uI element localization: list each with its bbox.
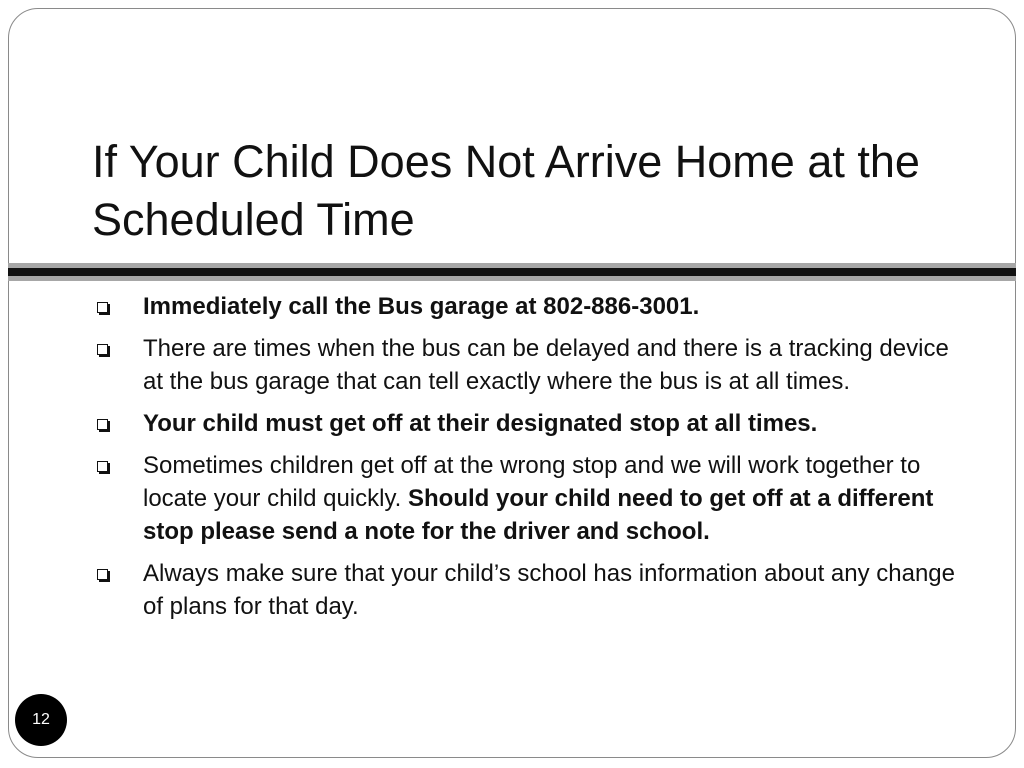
bullet-item-school-information [95, 557, 965, 623]
square-bullet-icon [97, 569, 108, 580]
bullet-list [95, 290, 965, 632]
bullet-item-designated-stop [95, 407, 965, 440]
title-divider-main-line [8, 268, 1016, 276]
bullet-bold-text: Immediately call the Bus garage at 802-886-3001. [143, 293, 700, 320]
bullet-bold-text: Your child must get off at their designated stop at all times. [143, 410, 818, 437]
bullet-text: Always make sure that your child’s school has information about any change of plans for that day. [143, 560, 956, 620]
bullet-text: There are times when the bus can be delayed and there is a tracking device at the bus garage that can tell exactly where the bus is at all times. [143, 335, 949, 395]
square-bullet-icon [97, 344, 108, 355]
bullet-bold-text: Should your child need to get off at a different stop please send a note for the driver and school. [143, 485, 934, 545]
title-divider-bottom-line [8, 276, 1016, 281]
square-bullet-icon [97, 302, 108, 313]
bullet-item-wrong-stop [95, 449, 965, 548]
slide-title: If Your Child Does Not Arrive Home at the Scheduled Time [92, 136, 920, 245]
square-bullet-icon [97, 461, 108, 472]
bullet-item-call-garage [95, 290, 965, 323]
square-bullet-icon [97, 419, 108, 430]
bullet-text: Sometimes children get off at the wrong stop and we will work together to locate your child quickly. [143, 452, 921, 512]
bullet-item-delays-tracking [95, 332, 965, 398]
page-number-badge: 12 [15, 694, 67, 746]
